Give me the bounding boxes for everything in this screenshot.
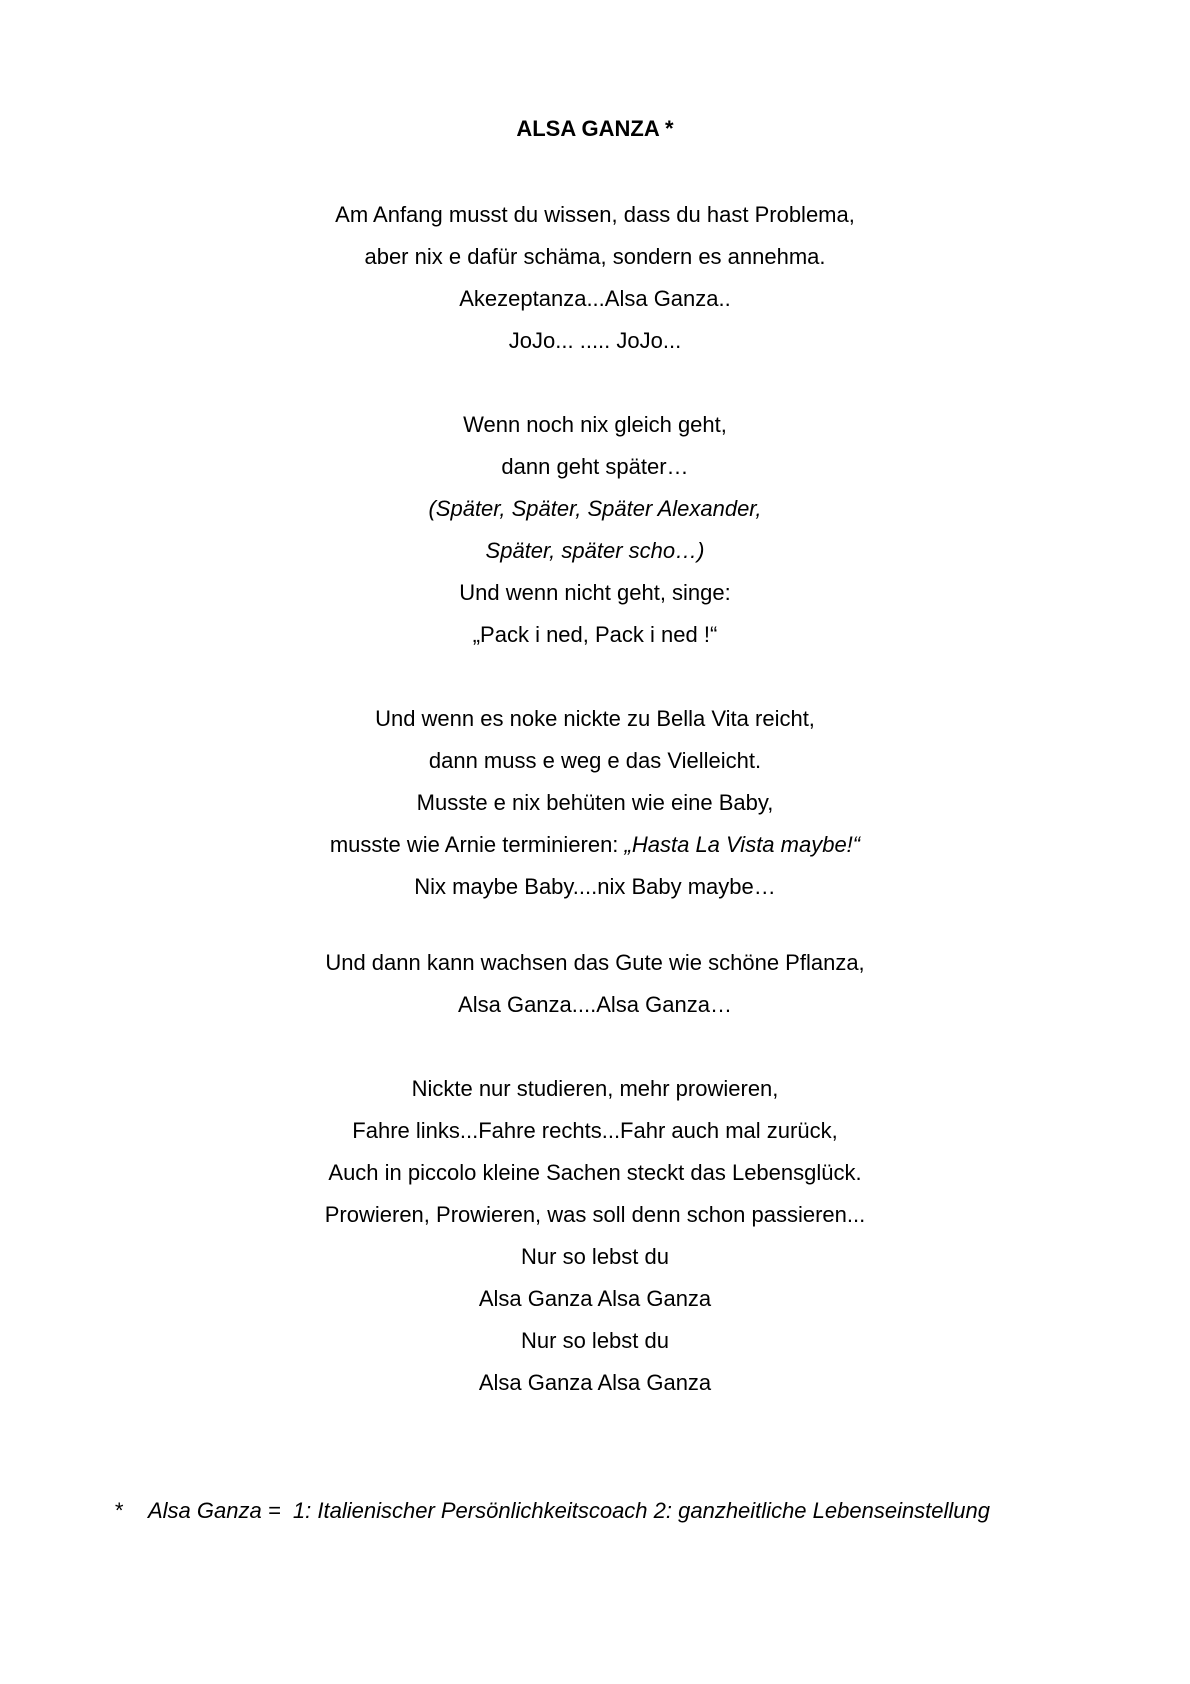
poem-line: Auch in piccolo kleine Sachen steckt das Lebensglück.	[328, 1160, 862, 1185]
poem-line: Und wenn es noke nickte zu Bella Vita reicht,	[375, 706, 815, 731]
stanza-gap	[0, 656, 1190, 698]
poem-line: Nix maybe Baby....nix Baby maybe…	[414, 874, 776, 899]
stanza-4	[0, 942, 1190, 1026]
poem-line-start: musste wie Arnie terminieren:	[329, 832, 625, 857]
stanza-gap	[0, 362, 1190, 404]
poem-line-italic: Später, später scho…)	[485, 538, 705, 563]
poem-line-mixed	[0, 824, 1190, 866]
poem-line: Akezeptanza...Alsa Ganza..	[459, 286, 731, 311]
poem-line: Am Anfang musst du wissen, dass du hast Problema,	[335, 202, 855, 227]
poem-line: Nur so lebst du	[521, 1244, 669, 1269]
stanza-gap	[0, 1026, 1190, 1068]
poem-line: dann geht später…	[501, 454, 689, 479]
poem-line: aber nix e dafür schäma, sondern es annehma.	[364, 244, 826, 269]
poem-line: dann muss e weg e das Vielleicht.	[428, 748, 762, 773]
poem-line: Prowieren, Prowieren, was soll denn schon passieren...	[324, 1202, 866, 1227]
footnote-definition: 1: Italienischer Persönlichkeitscoach 2: ganzheitliche Lebenseinstellung	[292, 1498, 991, 1523]
stanza-gap	[0, 908, 1190, 942]
stanza-3	[0, 698, 1190, 908]
stanza-5	[0, 1068, 1190, 1404]
poem-line: JoJo... ..... JoJo...	[508, 328, 682, 353]
poem-line: „Pack i ned, Pack i ned !“	[472, 622, 718, 647]
poem-quote-italic: „Hasta La Vista maybe!“	[624, 832, 861, 857]
footnote	[114, 1496, 1114, 1526]
poem-line: Alsa Ganza Alsa Ganza	[478, 1370, 712, 1395]
footnote-term: Alsa Ganza =	[148, 1498, 281, 1523]
stanza-1	[0, 194, 1190, 362]
poem-line: Und dann kann wachsen das Gute wie schöne Pflanza,	[325, 950, 865, 975]
poem-line: Nickte nur studieren, mehr prowieren,	[411, 1076, 779, 1101]
poem-line: Und wenn nicht geht, singe:	[459, 580, 731, 605]
poem-body	[0, 194, 1190, 1404]
poem-line: Fahre links...Fahre rechts...Fahr auch mal zurück,	[352, 1118, 838, 1143]
stanza-2	[0, 404, 1190, 656]
poem-line-italic: (Später, Später, Später Alexander,	[428, 496, 762, 521]
poem-line: Alsa Ganza Alsa Ganza	[478, 1286, 712, 1311]
poem-line: Musste e nix behüten wie eine Baby,	[416, 790, 774, 815]
poem-line: Nur so lebst du	[521, 1328, 669, 1353]
poem-line: Alsa Ganza....Alsa Ganza…	[458, 992, 732, 1017]
poem-line: Wenn noch nix gleich geht,	[463, 412, 727, 437]
footnote-marker: *	[114, 1498, 123, 1523]
page-title: ALSA GANZA *	[516, 116, 674, 141]
